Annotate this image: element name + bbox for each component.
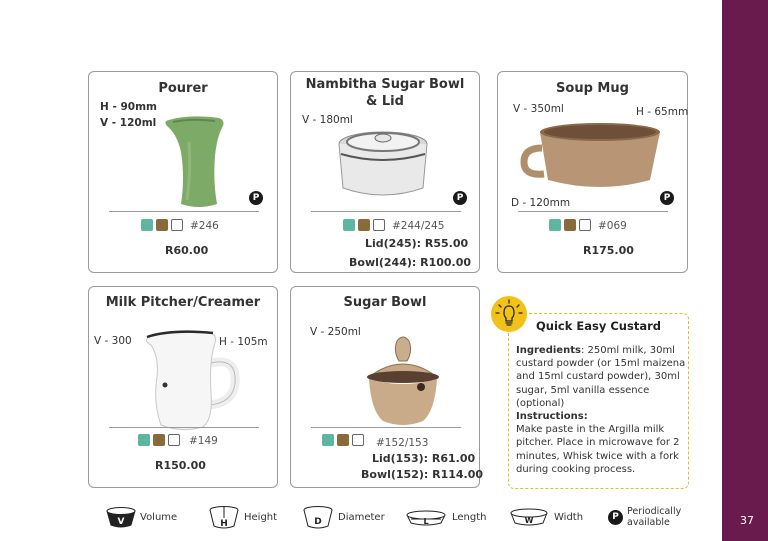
volume-icon [105,505,137,529]
legend-label-line-2: available [627,517,670,528]
legend-diameter [301,503,385,531]
width-letter: W [524,516,534,525]
product-card-sugar-bowl-lid [290,71,480,273]
height-spec: H - 90mm [100,101,157,113]
legend-label: Width [554,511,584,523]
product-title-line-1: Nambitha Sugar Bowl [305,77,465,92]
legend-label: Length [452,511,487,523]
swatch-brown [153,434,165,446]
tip-body [516,344,686,476]
swatch-green [549,219,561,231]
product-card-sugar-bowl [290,286,484,488]
periodic-icon: P [608,510,623,525]
instructions-text: Make paste in the Argilla milk pitcher. Place in microwave for 2 minutes, Whisk twice with a fork during cooking process. [516,424,680,475]
product-card-pourer [88,71,278,273]
swatch-green [343,219,355,231]
swatch-white [168,434,180,446]
instructions-label: Instructions: [516,411,588,423]
legend-length [403,503,487,531]
legend-volume [105,503,177,531]
lid-price: Lid(153): R61.00 [372,452,476,465]
volume-spec: V - 250ml [310,326,361,338]
sugar-bowl-lid-image [333,124,433,204]
divider [109,211,259,212]
width-icon [507,505,551,529]
product-code: #152/153 [376,437,429,449]
product-title: Pourer [158,81,208,96]
color-swatches [549,219,591,231]
height-letter: H [220,519,228,529]
price: R60.00 [165,244,209,257]
swatch-brown [156,219,168,231]
volume-spec: V - 350ml [513,103,564,115]
volume-spec: V - 120ml [100,117,157,129]
product-code: #244/245 [392,220,445,232]
height-spec: H - 65mm [636,106,689,118]
periodic-badge: P [660,191,674,205]
color-swatches [138,434,180,446]
soup-mug-image [520,122,670,192]
divider [311,427,461,428]
periodic-badge: P [249,191,263,205]
legend-label: Volume [140,511,178,523]
legend-periodic [608,503,681,531]
price: R150.00 [155,459,206,472]
color-swatches [141,219,183,231]
swatch-white [373,219,385,231]
ingredients-label: Ingredients [516,345,581,356]
legend-height [207,503,277,531]
swatch-white [352,434,364,446]
height-spec: H - 105m [219,336,268,348]
product-code: #246 [190,220,219,232]
legend-width [507,503,583,531]
sugar-bowl-image [363,331,443,431]
volume-spec: V - 180ml [302,114,353,126]
swatch-green [141,219,153,231]
product-title-line-2: & Lid [366,94,404,109]
product-title: Sugar Bowl [343,295,427,310]
side-band [722,0,768,541]
product-card-soup-mug [497,71,688,273]
bowl-price: Bowl(152): R114.00 [361,468,484,481]
product-code: #069 [598,220,627,232]
height-icon [207,504,241,530]
divider [518,211,668,212]
lid-price: Lid(245): R55.00 [365,237,469,250]
custard-tip-box [508,313,689,489]
volume-spec: V - 300 [94,335,132,347]
swatch-white [579,219,591,231]
product-title: Milk Pitcher/Creamer [105,295,261,310]
pourer-image [159,112,234,212]
price: R175.00 [583,244,634,257]
tip-title: Quick Easy Custard [536,319,661,333]
periodic-badge: P [453,191,467,205]
divider [311,211,461,212]
milk-pitcher-image [141,323,241,433]
length-letter: L [423,517,429,526]
volume-letter: V [117,517,125,527]
swatch-white [171,219,183,231]
page-number: 37 [740,514,754,527]
diameter-spec: D - 120mm [511,197,571,209]
swatch-green [138,434,150,446]
legend-label-line-1: Periodically [627,506,682,517]
legend-label: Diameter [338,511,385,523]
color-swatches [343,219,385,231]
length-icon [403,505,449,529]
legend-label: Height [244,511,278,523]
product-card-milk-pitcher [88,286,278,488]
lightbulb-icon [491,296,527,332]
legend-label [627,506,681,528]
color-swatches [322,434,364,446]
swatch-brown [358,219,370,231]
diameter-icon [301,504,335,530]
swatch-brown [337,434,349,446]
swatch-brown [564,219,576,231]
product-code: #149 [189,435,218,447]
ingredients-text: : 250ml milk, 30ml custard powder (or 15ml maizena and 15ml custard powder), 30ml sugar, 5ml vanilla essence (optional) [516,345,686,409]
bowl-price: Bowl(244): R100.00 [349,256,472,269]
divider [109,427,259,428]
product-title: Soup Mug [556,81,629,96]
diameter-letter: D [314,517,322,527]
swatch-green [322,434,334,446]
